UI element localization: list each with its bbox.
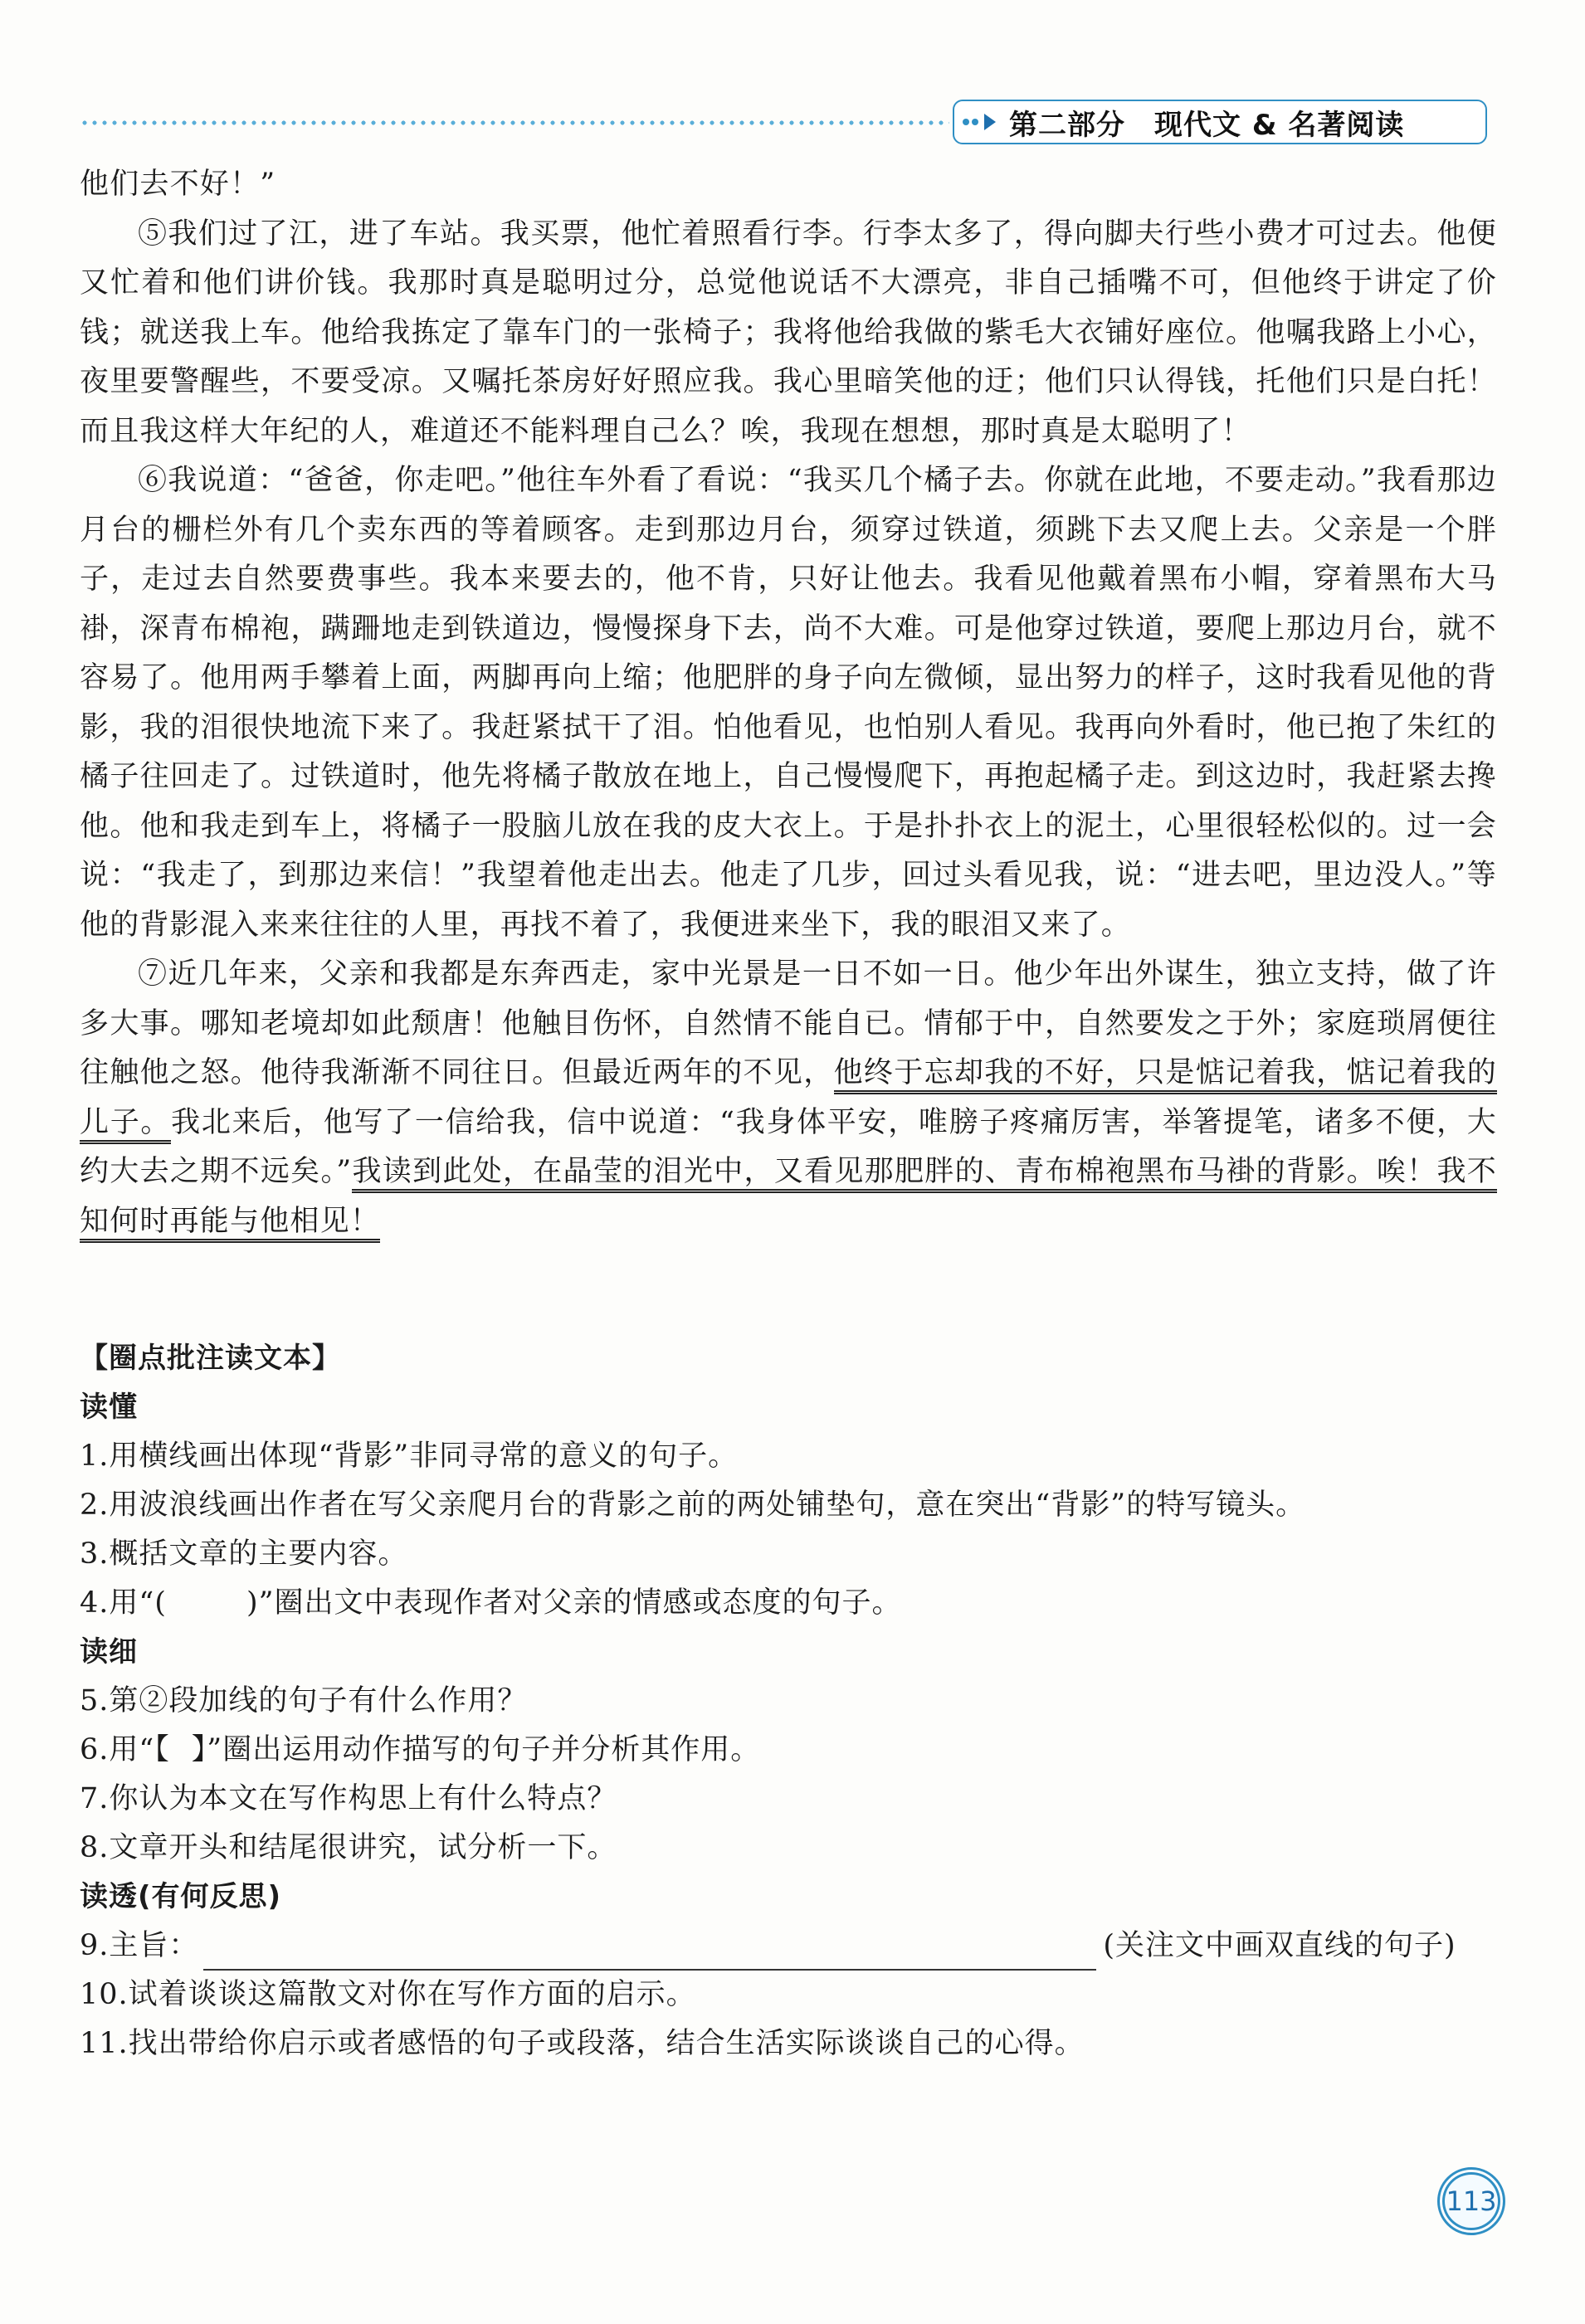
question-9-label: 9.主旨： bbox=[80, 1929, 199, 1962]
dotted-rule bbox=[80, 120, 949, 125]
question-8: 8.文章开头和结尾很讲究，试分析一下。 bbox=[80, 1831, 617, 1864]
question-6-end: 】”圈出运用动作描写的句子并分析其作用。 bbox=[191, 1733, 761, 1766]
paragraph-7-part-a: ⑦近几年来，父亲和我都是东奔西走，家中光景是一日不如一日。他少年出外谋生，独立支持，做了许多大事。哪知老境却如此颓唐！他触目伤怀，自然情不能自已。情郁于中，自然要发之于外；家庭琐屑便往往触他之怒。他待我渐渐不同往日。但最近两年的不见， bbox=[80, 957, 1497, 1089]
question-10: 10.试着谈谈这篇散文对你在写作方面的启示。 bbox=[80, 1978, 696, 2011]
question-9-note: (关注文中画双直线的句子) bbox=[1103, 1929, 1456, 1962]
section-tag bbox=[953, 100, 1487, 144]
page-number: 113 bbox=[1437, 2167, 1505, 2235]
paragraph-7-part-c: 我北来后，他写了一信给我，信中说道：“我身体平安，唯膀子疼痛厉害，举箸提笔，诸多不便，大约大去之期不远矣。” bbox=[80, 1105, 1497, 1188]
article-text bbox=[80, 160, 1497, 1246]
paragraph-5: ⑤我们过了江，进了车站。我买票，他忙着照看行李。行李太多了，得向脚夫行些小费才可过去。他便又忙着和他们讲价钱。我那时真是聪明过分，总觉他说话不大漂亮，非自己插嘴不可，但他终于讲定了价钱；就送我上车。他给我拣定了靠车门的一张椅子；我将他给我做的紫毛大衣铺好座位。他嘱我路上小心，夜里要警醒些，不要受凉。又嘱托茶房好好照应我。我心里暗笑他的迂；他们只认得钱，托他们只是白托！而且我这样大年纪的人，难道还不能料理自己么？唉，我现在想想，那时真是太聪明了！ bbox=[80, 217, 1497, 448]
section-read-through: 读透(有何反思) bbox=[80, 1880, 282, 1913]
double-underlined-ending: 我读到此处，在晶莹的泪光中，又看见那肥胖的、青布棉袍黑布马褂的背影。唉！我不知何时再能与他相见！ bbox=[80, 1155, 1497, 1243]
continuation-line: 他们去不好！” bbox=[80, 168, 276, 201]
section-read-understand: 读懂 bbox=[80, 1391, 138, 1424]
question-1: 1.用横线画出体现“背影”非同寻常的意义的句子。 bbox=[80, 1440, 739, 1473]
question-6 bbox=[80, 1726, 1507, 1775]
question-7: 7.你认为本文在写作构思上有什么特点？ bbox=[80, 1782, 617, 1815]
question-2: 2.用波浪线画出作者在写父亲爬月台的背影之前的两处铺垫句，意在突出“背影”的特写镜头。 bbox=[80, 1488, 1306, 1522]
question-3: 3.概括文章的主要内容。 bbox=[80, 1537, 408, 1571]
section-title: 第二部分 现代文 & 名著阅读 bbox=[1009, 108, 1405, 142]
exercise-heading: 【圈点批注读文本】 bbox=[80, 1342, 341, 1375]
arrow-icon bbox=[963, 114, 996, 130]
question-4-end: )”圈出文中表现作者对父亲的情感或态度的句子。 bbox=[246, 1586, 902, 1620]
question-4-start: 4.用“( bbox=[80, 1586, 167, 1620]
section-read-detail: 读细 bbox=[80, 1635, 138, 1669]
question-5: 5.第②段加线的句子有什么作用？ bbox=[80, 1684, 528, 1717]
answer-blank-line[interactable] bbox=[203, 1939, 1096, 1971]
paragraph-7 bbox=[80, 950, 1497, 1246]
exercise-section bbox=[80, 1334, 1507, 2068]
paragraph-6: ⑥我说道：“爸爸，你走吧。”他往车外看了看说：“我买几个橘子去。你就在此地，不要走动。”我看那边月台的栅栏外有几个卖东西的等着顾客。走到那边月台，须穿过铁道，须跳下去又爬上去。父亲是一个胖子，走过去自然要费事些。我本来要去的，他不肯，只好让他去。我看见他戴着黑布小帽，穿着黑布大马褂，深青布棉袍，蹒跚地走到铁道边，慢慢探身下去，尚不大难。可是他穿过铁道，要爬上那边月台，就不容易了。他用两手攀着上面，两脚再向上缩；他肥胖的身子向左微倾，显出努力的样子，这时我看见他的背影，我的泪很快地流下来了。我赶紧拭干了泪。怕他看见，也怕别人看见。我再向外看时，他已抱了朱红的橘子往回走了。过铁道时，他先将橘子散放在地上，自己慢慢爬下，再抱起橘子走。到这边时，我赶紧去搀他。他和我走到车上，将橘子一股脑儿放在我的皮大衣上。于是扑扑衣上的泥土，心里很轻松似的。过一会说：“我走了，到那边来信！”我望着他走出去。他走了几步，回过头看见我，说：“进去吧，里边没人。”等他的背影混入来来往往的人里，再找不着了，我便进来坐下，我的眼泪又来了。 bbox=[80, 464, 1497, 942]
question-11: 11.找出带给你启示或者感悟的句子或段落，结合生活实际谈谈自己的心得。 bbox=[80, 2027, 1085, 2060]
question-9 bbox=[80, 1922, 1507, 1971]
double-underlined-sentence: 他终于忘却我的不好，只是惦记着我，惦记着我的儿子。 bbox=[80, 1056, 1497, 1144]
question-4 bbox=[80, 1579, 1507, 1628]
page-header bbox=[80, 98, 1494, 148]
question-6-start: 6.用“【 bbox=[80, 1733, 170, 1766]
